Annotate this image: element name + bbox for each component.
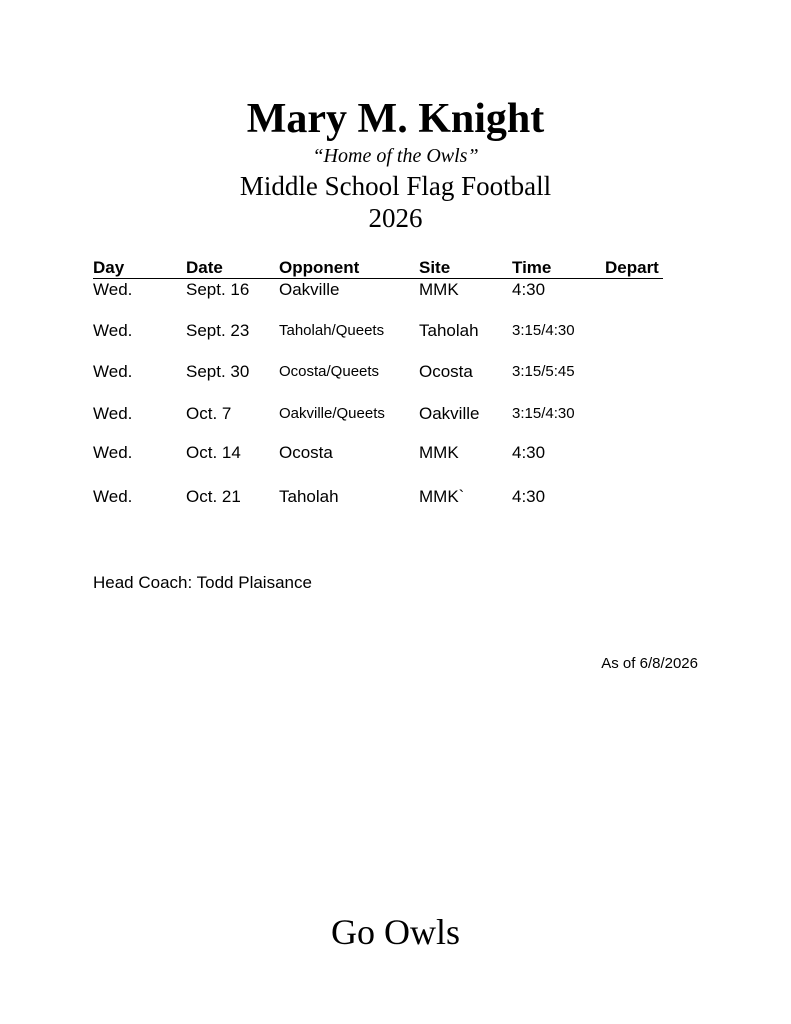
schedule-row xyxy=(93,403,693,427)
schedule-table xyxy=(93,258,663,506)
column-header-depart: Depart xyxy=(605,258,659,277)
as-of-date: As of 6/8/2026 xyxy=(601,655,698,672)
row-site: MMK xyxy=(419,443,459,462)
row-opponent: Taholah/Queets xyxy=(279,322,385,339)
row-day: Wed. xyxy=(93,443,133,462)
row-time: 4:30 xyxy=(512,280,546,299)
schedule-row xyxy=(93,361,693,385)
school-title: Mary M. Knight xyxy=(246,96,545,142)
row-date: Sept. 30 xyxy=(186,362,250,381)
row-time: 3:15/5:45 xyxy=(512,363,575,380)
row-day: Wed. xyxy=(93,404,133,423)
row-date: Sept. 23 xyxy=(186,321,250,340)
row-site: Ocosta xyxy=(419,362,473,381)
row-date: Sept. 16 xyxy=(186,280,250,299)
row-site: Taholah xyxy=(419,321,479,340)
schedule-row xyxy=(93,279,693,303)
row-day: Wed. xyxy=(93,362,133,381)
row-site: MMK xyxy=(419,280,459,299)
column-header-site: Site xyxy=(419,258,451,277)
sport-subtitle: Middle School Flag Football xyxy=(239,171,552,201)
row-time: 3:15/4:30 xyxy=(512,322,575,339)
column-header-date: Date xyxy=(186,258,223,277)
row-date: Oct. 21 xyxy=(186,487,241,506)
row-opponent: Taholah xyxy=(279,487,339,506)
row-opponent: Ocosta xyxy=(279,443,333,462)
schedule-row xyxy=(93,486,693,510)
column-header-opponent: Opponent xyxy=(279,258,360,277)
row-date: Oct. 7 xyxy=(186,404,232,423)
row-day: Wed. xyxy=(93,280,133,299)
schedule-header-row xyxy=(93,258,663,279)
row-opponent: Ocosta/Queets xyxy=(279,363,380,380)
row-opponent: Oakville xyxy=(279,280,340,299)
row-day: Wed. xyxy=(93,487,133,506)
row-opponent: Oakville/Queets xyxy=(279,405,385,422)
column-header-time: Time xyxy=(512,258,552,277)
head-coach: Head Coach: Todd Plaisance xyxy=(93,573,312,592)
row-time: 4:30 xyxy=(512,487,546,506)
season-year: 2026 xyxy=(368,203,423,233)
row-date: Oct. 14 xyxy=(186,443,241,462)
school-motto: “Home of the Owls” xyxy=(312,145,479,167)
schedule-row xyxy=(93,442,693,466)
row-time: 4:30 xyxy=(512,443,546,462)
column-header-day: Day xyxy=(93,258,125,277)
row-time: 3:15/4:30 xyxy=(512,405,575,422)
footer-slogan: Go Owls xyxy=(330,912,460,952)
row-day: Wed. xyxy=(93,321,133,340)
row-site: Oakville xyxy=(419,404,480,423)
row-site: MMK` xyxy=(419,487,465,506)
schedule-row xyxy=(93,320,693,344)
